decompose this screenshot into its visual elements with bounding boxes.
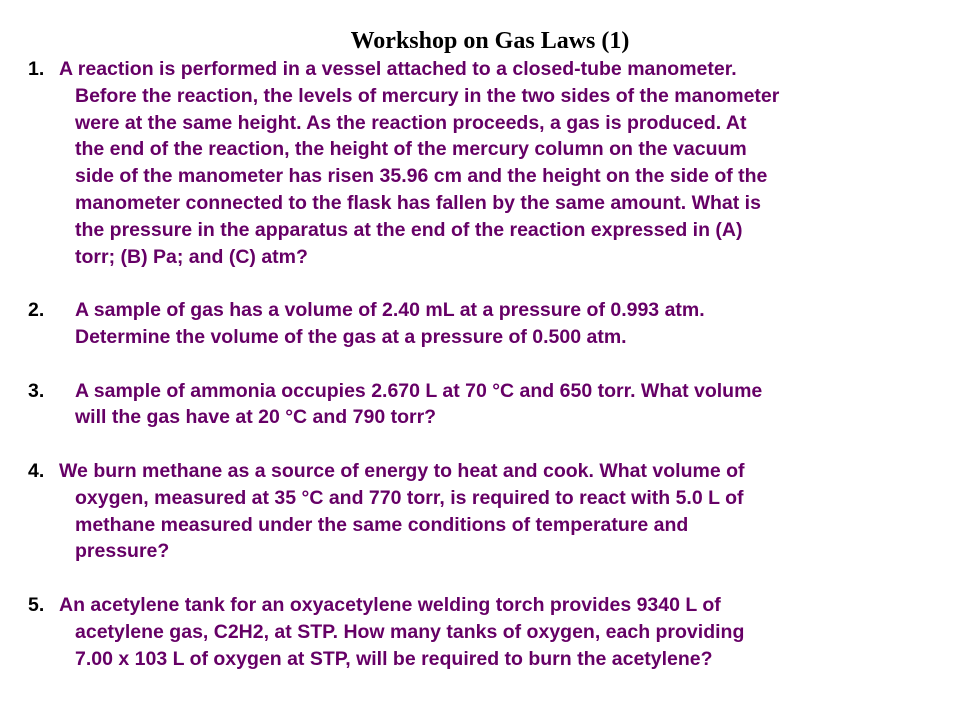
problem-text: 7.00 x 103 L of oxygen at STP, will be required to burn the acetylene? <box>75 647 713 670</box>
problem-text: manometer connected to the flask has fallen by the same amount. What is <box>75 191 761 214</box>
problem-text: A sample of gas has a volume of 2.40 mL at a pressure of 0.993 atm. <box>75 299 705 322</box>
problem-number: 1. <box>28 58 45 80</box>
problem-3 <box>0 378 960 432</box>
problem-line <box>0 83 960 110</box>
problem-text: A reaction is performed in a vessel attached to a closed-tube manometer. <box>59 58 737 80</box>
problem-line <box>0 378 960 405</box>
spacer <box>0 431 960 458</box>
problem-text: We burn methane as a source of energy to heat and cook. What volume of <box>59 459 745 482</box>
problem-text: torr; (B) Pa; and (C) atm? <box>75 245 308 268</box>
problem-text: An acetylene tank for an oxyacetylene welding torch provides 9340 L of <box>59 593 721 616</box>
problem-text: methane measured under the same conditions of temperature and <box>75 513 689 536</box>
problem-text: were at the same height. As the reaction proceeds, a gas is produced. At <box>75 111 747 134</box>
problem-line <box>0 646 960 673</box>
problem-number: 3. <box>28 379 45 402</box>
problem-line <box>0 592 960 619</box>
spacer <box>0 565 960 592</box>
problem-line <box>0 619 960 646</box>
problem-1 <box>0 56 960 270</box>
problem-line <box>0 244 960 271</box>
problem-line <box>0 538 960 565</box>
problem-line <box>0 458 960 485</box>
problem-line <box>0 56 960 83</box>
problem-text: Before the reaction, the levels of mercury in the two sides of the manometer <box>75 84 780 107</box>
problem-line <box>0 163 960 190</box>
problem-line <box>0 324 960 351</box>
problem-number: 5. <box>28 593 45 616</box>
problem-line <box>0 485 960 512</box>
problem-line <box>0 217 960 244</box>
problem-4 <box>0 458 960 565</box>
problem-text: the pressure in the apparatus at the end of the reaction expressed in (A) <box>75 218 743 241</box>
problem-text: acetylene gas, C2H2, at STP. How many tanks of oxygen, each providing <box>75 620 745 643</box>
slide-title: Workshop on Gas Laws (1) <box>350 28 630 54</box>
problem-5 <box>0 592 960 672</box>
problem-line <box>0 190 960 217</box>
problem-text: side of the manometer has risen 35.96 cm and the height on the side of the <box>75 165 768 188</box>
problem-text: oxygen, measured at 35 °C and 770 torr, is required to react with 5.0 L of <box>75 486 744 509</box>
problem-list <box>0 56 960 672</box>
problem-number: 4. <box>28 459 45 482</box>
problem-line <box>0 110 960 137</box>
problem-2 <box>0 297 960 351</box>
problem-line <box>0 136 960 163</box>
spacer <box>0 270 960 297</box>
problem-text: Determine the volume of the gas at a pressure of 0.500 atm. <box>75 325 627 348</box>
problem-text: the end of the reaction, the height of the mercury column on the vacuum <box>75 138 747 161</box>
problem-line <box>0 404 960 431</box>
problem-text: will the gas have at 20 °C and 790 torr? <box>75 406 437 429</box>
problem-number: 2. <box>28 299 45 322</box>
problem-text: pressure? <box>75 540 170 563</box>
problem-text: A sample of ammonia occupies 2.670 L at 70 °C and 650 torr. What volume <box>75 379 763 402</box>
problem-line <box>0 512 960 539</box>
problem-line <box>0 297 960 324</box>
spacer <box>0 351 960 378</box>
